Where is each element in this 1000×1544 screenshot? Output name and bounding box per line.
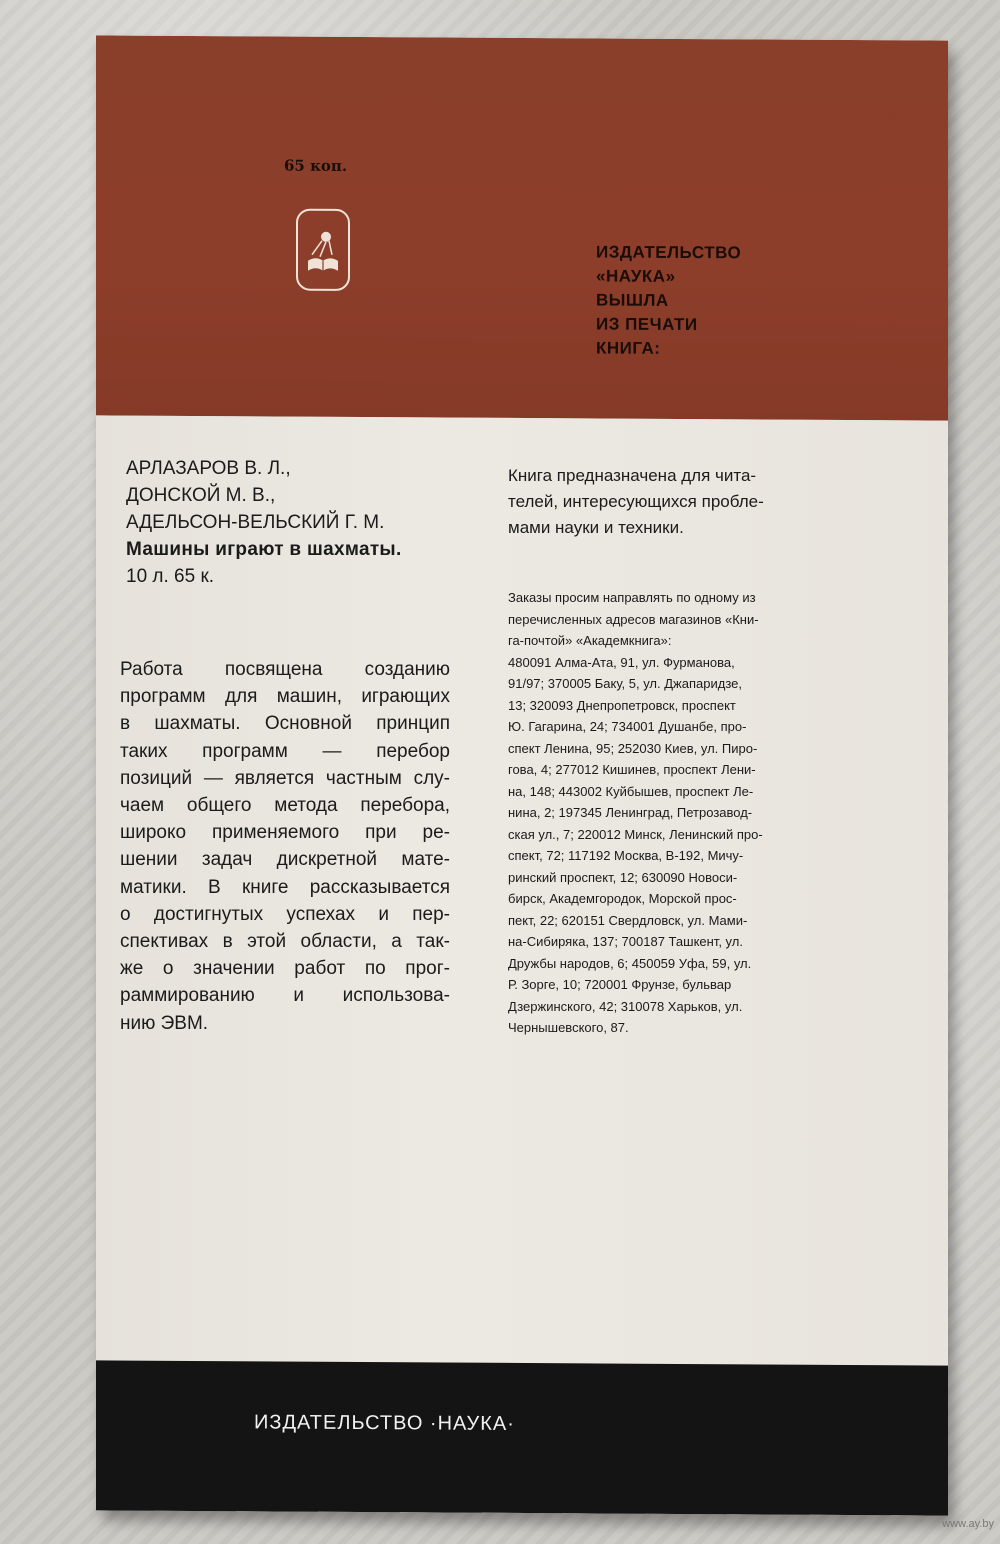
nauka-logo-icon [296,209,350,291]
orders-line: спект, 72; 117192 Москва, В-192, Мичу- [508,848,744,863]
abstract-line: нию ЭВМ. [120,1012,209,1034]
orders-line: Чернышевского, 87. [508,1020,629,1035]
orders-line: перечисленных адресов магазинов «Кни- [508,611,759,627]
abstract-line: в шахматы. Основной принцип [120,713,450,735]
author-line: ДОНСКОЙ М. В., [126,485,276,506]
abstract-line: широко применяемого при ре- [120,822,450,844]
intended-line: Книга предназначена для чита- [508,466,757,485]
orders-line: Дзержинского, 42; 310078 Харьков, ул. [508,998,743,1014]
announce-line: КНИГА: [596,338,661,358]
orders-line: Ю. Гагарина, 24; 734001 Душанбе, про- [508,719,747,734]
publisher-footer: ИЗДАТЕЛЬСТВО ·НАУКА· [254,1411,515,1435]
orders-line: нина, 2; 197345 Ленинград, Петрозавод- [508,805,753,820]
orders-line: Дружбы народов, 6; 450059 Уфа, 59, ул. [508,955,752,971]
orders-line: ская ул., 7; 220012 Минск, Ленинский про- [508,826,763,842]
announcement-heading [596,240,741,361]
abstract-line: позиций — является частным слу- [120,767,450,789]
cover-bottom-band [96,1360,948,1515]
author-line: АРЛАЗАРОВ В. Л., [126,458,291,479]
intended-audience [508,463,808,541]
book-title: Машины играют в шахматы. [126,539,402,560]
orders-line: Р. Зорге, 10; 720001 Фрунзе, бульвар [508,977,732,992]
orders-line: гова, 4; 277012 Кишинев, проспект Лени- [508,762,756,777]
abstract-line: таких программ — перебор [120,740,450,762]
intended-line: телей, интересующихся пробле- [508,492,764,511]
author-line: АДЕЛЬСОН-ВЕЛЬСКИЙ Г. М. [126,512,385,533]
orders-line: пект, 22; 620151 Свердловск, ул. Мами- [508,912,748,928]
watermark: www.ay.by [942,1518,994,1530]
book-authors [126,455,402,590]
orders-line: Заказы просим направлять по одному из [508,590,756,605]
orders-line: 13; 320093 Днепропетровск, проспект [508,697,736,713]
cover-top-band [96,35,948,420]
book-info: 10 л. 65 к. [126,566,215,587]
orders-line: на-Сибиряка, 137; 700187 Ташкент, ул. [508,934,743,949]
book-abstract [120,656,450,1037]
announce-line: «НАУКА» [596,266,676,286]
intended-line: мами науки и техники. [508,518,684,537]
abstract-line: Работа посвящена созданию [120,659,450,680]
orders-line: га-почтой» «Академкнига»: [508,633,672,648]
orders-line: 91/97; 370005 Баку, 5, ул. Джапаридзе, [508,676,742,691]
abstract-line: раммированию и использова- [120,985,450,1007]
orders-line: спект Ленина, 95; 252030 Киев, ул. Пиро- [508,740,758,756]
abstract-line: же о значении работ по прог- [120,958,450,980]
orders-line: бирск, Академгородок, Морской прос- [508,891,737,906]
announce-line: ВЫШЛА [596,290,669,310]
orders-line: 480091 Алма-Ата, 91, ул. Фурманова, [508,654,735,670]
orders-line: на, 148; 443002 Куйбышев, проспект Ле- [508,783,754,799]
abstract-line: матики. В книге рассказывается [120,876,450,898]
announce-line: ИЗДАТЕЛЬСТВО [596,242,742,263]
price-label: 65 коп. [284,156,348,175]
abstract-line: шении задач дискретной мате- [120,849,450,871]
abstract-line: спективах в этой области, а так- [120,931,450,953]
abstract-line: о достигнутых успехах и пер- [120,903,450,925]
orders-line: ринский проспект, 12; 630090 Новоси- [508,869,738,885]
abstract-line: чаем общего метода перебора, [120,795,450,817]
abstract-line: программ для машин, играющих [120,686,450,708]
announce-line: ИЗ ПЕЧАТИ [596,314,698,335]
order-addresses [508,587,820,1039]
